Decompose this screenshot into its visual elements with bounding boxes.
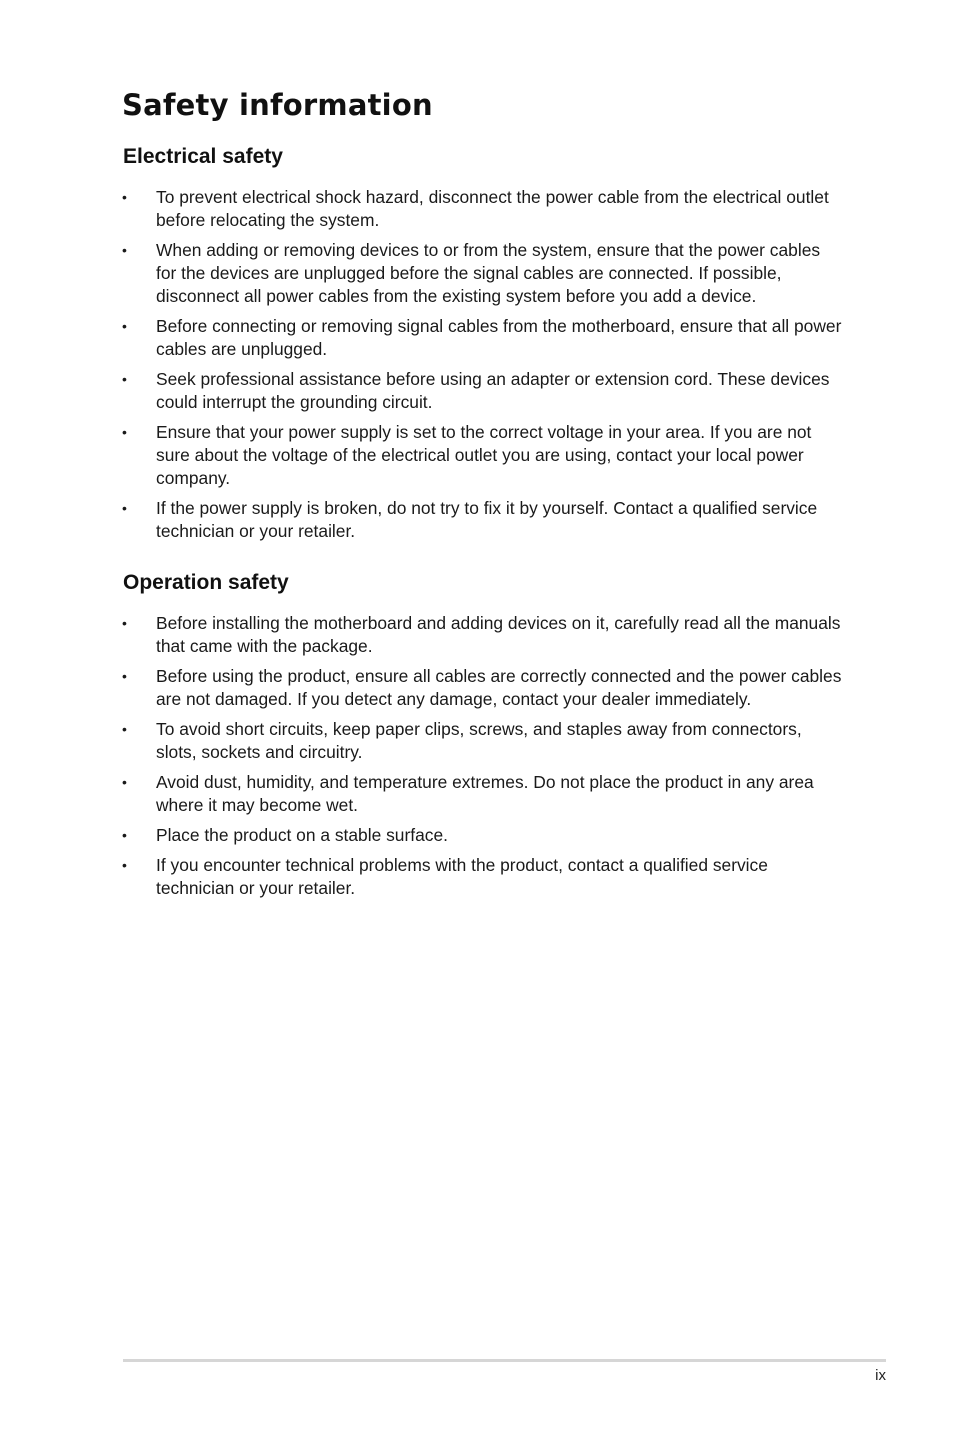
list-item (122, 612, 842, 658)
section-heading-electrical-safety: Electrical safety (123, 145, 283, 168)
list-item-text: Before installing the motherboard and adding devices on it, carefully read all the manuals that came with the package. (156, 613, 841, 656)
bullet-icon: • (122, 721, 127, 737)
list-item-text: If you encounter technical problems with the product, contact a qualified service technician or your retailer. (156, 855, 768, 898)
list-item-text: Avoid dust, humidity, and temperature extremes. Do not place the product in any area where it may become wet. (156, 772, 814, 815)
list-item-text: Before connecting or removing signal cables from the motherboard, ensure that all power cables are unplugged. (156, 316, 842, 359)
bullet-icon: • (122, 371, 127, 387)
bullet-icon: • (122, 500, 127, 516)
bullet-icon: • (122, 827, 127, 843)
list-item (122, 315, 842, 361)
list-item-text: When adding or removing devices to or from the system, ensure that the power cables for the devices are unplugged before the signal cables are connected. If possible, disconnect all power cables from the existing system before you add a device. (156, 240, 821, 306)
bullet-icon: • (122, 189, 127, 205)
list-item (122, 824, 842, 847)
list-item (122, 497, 842, 543)
electrical-safety-list (122, 186, 842, 550)
list-item (122, 771, 842, 817)
list-item-text: To avoid short circuits, keep paper clips, screws, and staples away from connectors, slots, sockets and circuitry. (156, 719, 802, 762)
list-item (122, 421, 842, 490)
page-title: Safety information (122, 88, 433, 122)
list-item-text: Seek professional assistance before using an adapter or extension cord. These devices could interrupt the grounding circuit. (156, 369, 830, 412)
list-item-text: If the power supply is broken, do not try to fix it by yourself. Contact a qualified service technician or your retailer. (156, 498, 818, 541)
bullet-icon: • (122, 242, 127, 258)
list-item (122, 718, 842, 764)
bullet-icon: • (122, 668, 127, 684)
section-heading-operation-safety: Operation safety (123, 571, 289, 594)
operation-safety-list (122, 612, 842, 907)
list-item (122, 186, 842, 232)
list-item (122, 854, 842, 900)
list-item (122, 665, 842, 711)
list-item (122, 368, 842, 414)
list-item-text: Before using the product, ensure all cables are correctly connected and the power cables are not damaged. If you detect any damage, contact your dealer immediately. (156, 666, 842, 709)
bullet-icon: • (122, 857, 127, 873)
page-number: ix (875, 1367, 886, 1384)
bullet-icon: • (122, 318, 127, 334)
list-item-text: Place the product on a stable surface. (156, 825, 448, 845)
list-item (122, 239, 842, 308)
footer-divider (123, 1359, 886, 1362)
list-item-text: To prevent electrical shock hazard, disconnect the power cable from the electrical outlet before relocating the system. (156, 187, 829, 230)
bullet-icon: • (122, 424, 127, 440)
bullet-icon: • (122, 615, 127, 631)
bullet-icon: • (122, 774, 127, 790)
list-item-text: Ensure that your power supply is set to the correct voltage in your area. If you are not sure about the voltage of the electrical outlet you are using, contact your local power company. (156, 422, 812, 488)
